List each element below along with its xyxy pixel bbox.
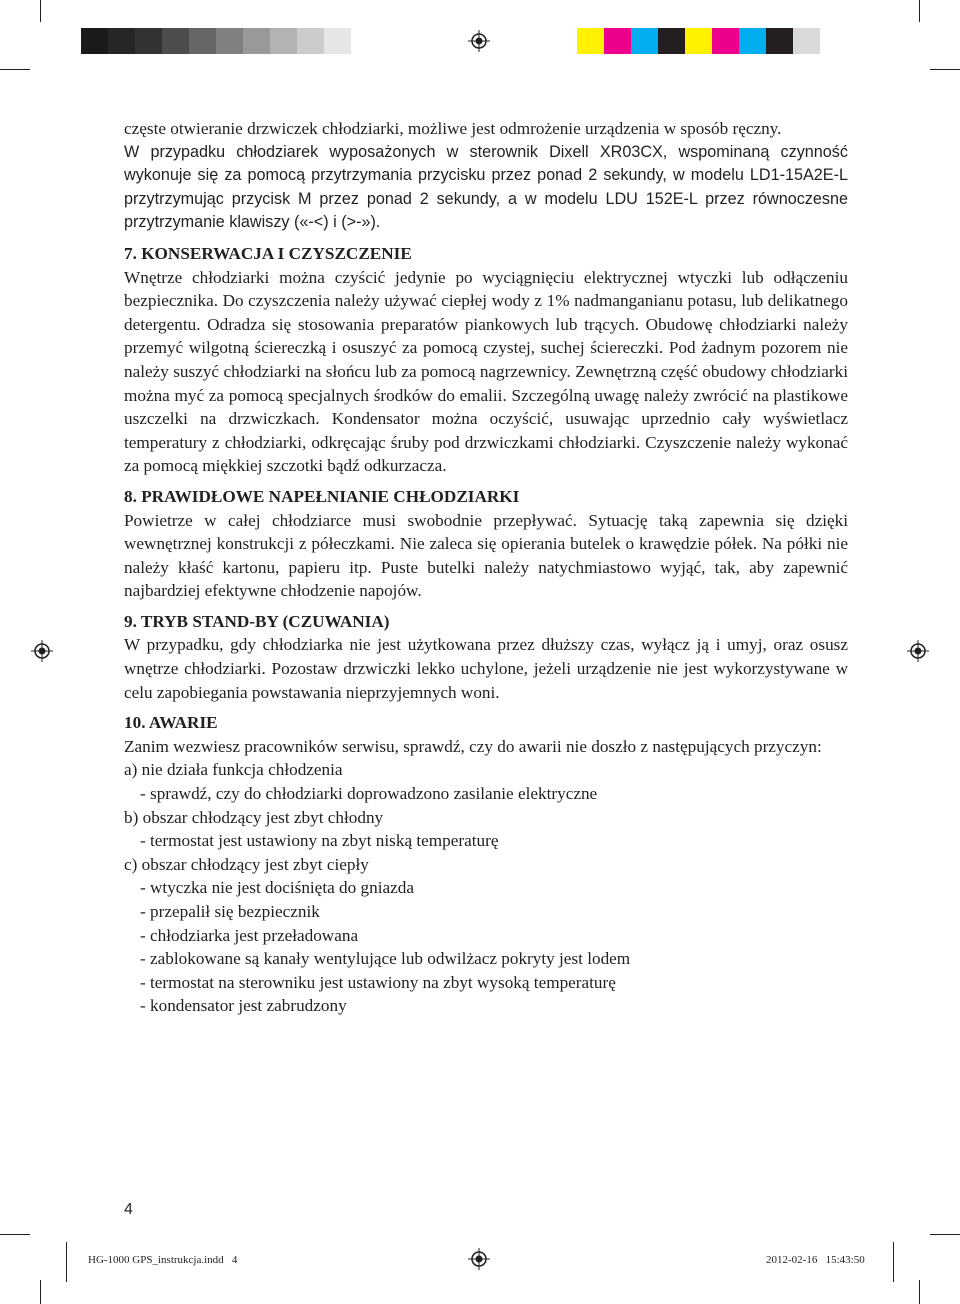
gray-swatch — [243, 28, 270, 54]
grayscale-color-bar — [81, 28, 351, 54]
crop-mark — [930, 69, 960, 70]
color-swatch — [793, 28, 820, 54]
section-body-maintenance: Wnętrze chłodziarki można czyścić jedynie po wyciągnięciu elektrycznej wtyczki lub odłączeniu bezpiecznika. Do czyszczenia należy używać ciepłej wody z 1% nadmanganianu potasu, lub delikatnego detergentu. Odradza się stosowania preparatów piankowych lub trących. Obudowę chłodziarki należy przemyć wilgotną ściereczką i osuszyć za pomocą czystej, suchej ściereczki. Pod żadnym pozorem nie należy suszyć chłodziarki na słońcu lub za pomocą nagrzewnicy. Zewnętrzną część obudowy chłodziarki można myć za pomocą specjalnych środków do emalii. Szczególną uwagę należy zwrócić na plastikowe uszczelki na drzwiczkach. Kondensator można oczyścić, usuwając uprzednio cały wyświetlacz temperatury z chłodziarki, odkręcając śruby pod drzwiczkami chłodziarki. Czyszczenie należy wykonać za pomocą miękkiej szczotki bądź odkurzacza. — [124, 267, 848, 476]
gray-swatch — [297, 28, 324, 54]
list-item: - kondensator jest zabrudzony — [140, 996, 347, 1016]
list-item: - przepalił się bezpiecznik — [140, 902, 320, 921]
color-swatch — [739, 28, 766, 54]
section-body-standby: W przypadku, gdy chłodziarka nie jest użytkowana przez dłuższy czas, wyłącz ją i umyj, oraz osusz wnętrze chłodziarki. Pozostaw drzwiczki lekko uchylone, jeżeli urządzenie nie jest wykorzystywane w celu zapobiegania powstawania nieprzyjemnych woni. — [124, 635, 848, 702]
gray-swatch — [270, 28, 297, 54]
intro-paragraph-controller: W przypadku chłodziarek wyposażonych w sterownik Dixell XR03CX, wspominaną czynność wykonuje się za pomocą przytrzymania przycisku przez ponad 2 sekundy, w modelu LD1-15A2E-L przytrzymując przycisk M przez ponad 2 sekundy, a w modelu LDU 152E-L przez równoczesne przytrzymanie klawiszy («-<) i (>-»). — [124, 142, 848, 232]
list-item: - zablokowane są kanały wentylujące lub odwilżacz pokryty jest lodem — [140, 949, 631, 969]
color-swatch — [712, 28, 739, 54]
section-body-filling: Powietrze w całej chłodziarce musi swobodnie przepływać. Sytuację taką zapewnia się dzięki wewnętrznej konstrukcji z półeczkami. Nie zaleca się opierania butelek o krawędzie półek. Na półki nie należy kłaść kartonu, papieru itp. Puste butelki należy natychmiastowo wyjąć, tak, aby zapewnić najbardziej efektywne chłodzenie napojów. — [124, 510, 848, 601]
section-intro-faults: Zanim wezwiesz pracowników serwisu, sprawdź, czy do awarii nie doszło z następujących przyczyn: — [124, 736, 822, 756]
color-swatch — [631, 28, 658, 54]
registration-mark-icon — [31, 640, 53, 662]
list-item: - wtyczka nie jest dociśnięta do gniazda — [140, 878, 414, 898]
color-swatch — [820, 28, 847, 54]
slug-timestamp: 2012-02-16 15:43:50 — [766, 1254, 865, 1266]
registration-mark-icon — [468, 30, 490, 52]
registration-mark-icon — [468, 1248, 490, 1270]
crop-mark — [0, 1234, 30, 1235]
section-heading-filling: 8. PRAWIDŁOWE NAPEŁNIANIE CHŁODZIARKI — [124, 486, 520, 506]
slug-rule — [893, 1242, 894, 1282]
slug-rule — [66, 1242, 67, 1282]
color-swatch — [577, 28, 604, 54]
list-item: a) nie działa funkcja chłodzenia — [124, 760, 343, 780]
crop-mark — [919, 1280, 920, 1304]
crop-mark — [0, 69, 30, 70]
intro-paragraph: częste otwieranie drzwiczek chłodziarki, możliwe jest odmrożenie urządzenia w sposób ręczny. — [124, 119, 782, 138]
list-item: b) obszar chłodzący jest zbyt chłodny — [124, 807, 384, 827]
gray-swatch — [189, 28, 216, 54]
section-heading-faults: 10. AWARIE — [124, 713, 218, 733]
gray-swatch — [81, 28, 108, 54]
gray-swatch — [108, 28, 135, 54]
list-item: - termostat jest ustawiony na zbyt niską temperaturę — [140, 831, 499, 851]
list-item: - termostat na sterowniku jest ustawiony na zbyt wysoką temperaturę — [140, 972, 616, 992]
crop-mark — [40, 1280, 41, 1304]
color-swatch — [685, 28, 712, 54]
list-item: - chłodziarka jest przeładowana — [140, 925, 359, 945]
gray-swatch — [216, 28, 243, 54]
page-content — [124, 117, 848, 1018]
list-item: c) obszar chłodzący jest zbyt ciepły — [124, 854, 369, 874]
section-heading-standby: 9. TRYB STAND-BY (CZUWANIA) — [124, 611, 390, 631]
slug-filename: HG-1000 GPS_instrukcja.indd 4 — [88, 1254, 238, 1266]
color-swatch — [658, 28, 685, 54]
section-heading-maintenance: 7. KONSERWACJA I CZYSZCZENIE — [124, 243, 412, 263]
color-swatch — [766, 28, 793, 54]
registration-mark-icon — [907, 640, 929, 662]
page-number: 4 — [124, 1201, 133, 1218]
crop-mark — [40, 0, 41, 22]
crop-mark — [919, 0, 920, 22]
gray-swatch — [324, 28, 351, 54]
crop-mark — [930, 1234, 960, 1235]
list-item: - sprawdź, czy do chłodziarki doprowadzono zasilanie elektryczne — [140, 784, 598, 804]
gray-swatch — [135, 28, 162, 54]
fault-list — [124, 758, 848, 1018]
process-color-bar — [577, 28, 847, 54]
gray-swatch — [162, 28, 189, 54]
color-swatch — [604, 28, 631, 54]
